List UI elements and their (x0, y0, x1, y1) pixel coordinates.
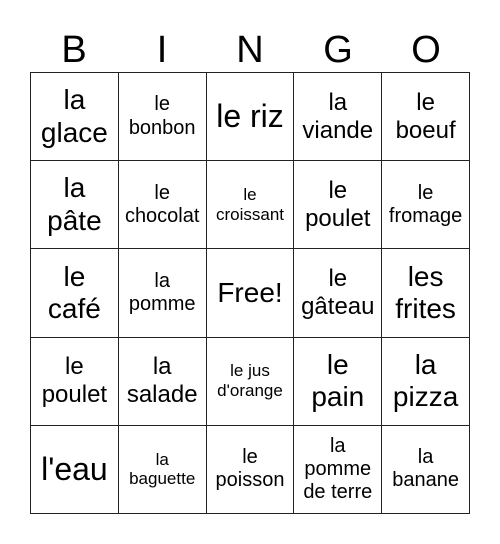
cell-text: le gâteau (301, 265, 375, 320)
cell-text: le poulet (305, 176, 371, 232)
bingo-cell[interactable] (207, 426, 295, 514)
bingo-cell[interactable] (382, 338, 470, 426)
bingo-cell[interactable] (119, 161, 207, 249)
bingo-cell[interactable] (31, 161, 119, 249)
header-letter-g: G (323, 29, 353, 71)
cell-text: la viande (302, 88, 374, 144)
cell-text: le riz (216, 98, 284, 135)
bingo-cell[interactable] (294, 426, 382, 514)
cell-text: la pizza (392, 348, 459, 413)
cell-text: la pomme de terre (303, 434, 373, 503)
bingo-cell[interactable] (382, 249, 470, 337)
cell-text: le croissant (215, 185, 284, 224)
bingo-cell[interactable] (119, 426, 207, 514)
cell-text: le poulet (41, 353, 108, 409)
cell-text: l'eau (41, 450, 108, 487)
cell-text: la baguette (129, 449, 196, 489)
cell-text: le boeuf (395, 88, 456, 144)
bingo-cell[interactable] (31, 338, 119, 426)
bingo-cell[interactable] (294, 338, 382, 426)
cell-text: la pâte (47, 172, 102, 236)
cell-text: la salade (126, 353, 198, 409)
bingo-cell[interactable] (382, 161, 470, 249)
cell-text: la banane (392, 446, 459, 492)
bingo-cell[interactable] (31, 73, 119, 161)
cell-text: les frites (395, 260, 456, 324)
cell-text: la glace (40, 84, 108, 148)
bingo-cell[interactable] (294, 249, 382, 337)
bingo-card-grid (30, 72, 470, 514)
bingo-cell[interactable] (294, 73, 382, 161)
bingo-cell[interactable] (119, 73, 207, 161)
bingo-cell[interactable] (207, 338, 295, 426)
cell-text: le pain (311, 348, 365, 413)
bingo-cell[interactable] (294, 161, 382, 249)
cell-text: la pomme (128, 269, 196, 315)
header-letter-b: B (61, 29, 87, 71)
bingo-cell[interactable] (382, 73, 470, 161)
header-letter-n: N (236, 29, 264, 71)
bingo-cell[interactable] (207, 161, 295, 249)
bingo-cell free-space[interactable] (207, 249, 295, 337)
bingo-cell[interactable] (382, 426, 470, 514)
bingo-cell[interactable] (119, 338, 207, 426)
bingo-header (30, 28, 470, 72)
bingo-cell[interactable] (119, 249, 207, 337)
cell-text: le jus d'orange (217, 361, 283, 401)
cell-text: le café (47, 260, 101, 324)
bingo-cell[interactable] (31, 249, 119, 337)
header-letter-o: O (411, 29, 441, 71)
header-letter-i: I (156, 29, 168, 71)
bingo-cell[interactable] (207, 73, 295, 161)
free-space-text: Free! (217, 276, 283, 308)
cell-text: le poisson (215, 446, 285, 492)
bingo-cell[interactable] (31, 426, 119, 514)
cell-text: le bonbon (128, 93, 196, 139)
cell-text: le chocolat (124, 181, 200, 227)
cell-text: le fromage (388, 181, 463, 227)
